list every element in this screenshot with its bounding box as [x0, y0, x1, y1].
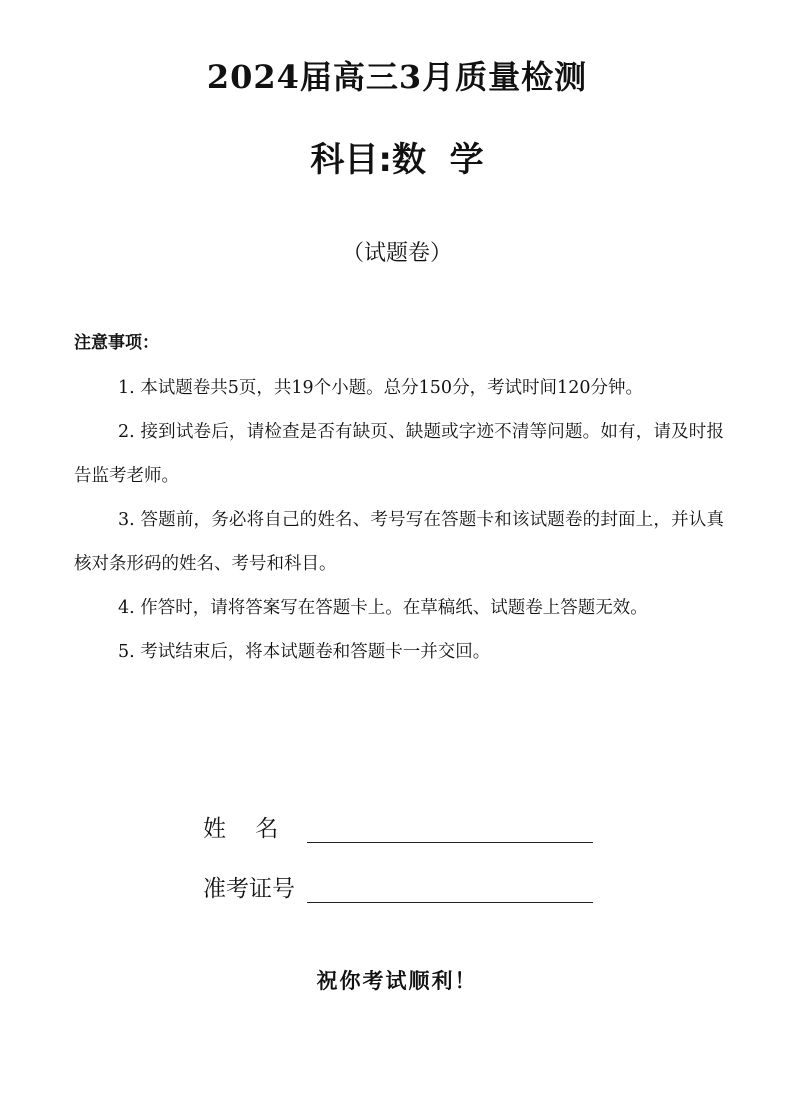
notice-item: 3. 答题前，务必将自己的姓名、考号写在答题卡和该试题卷的封面上，并认真核对条形码的姓名、考号和科目。: [74, 510, 724, 574]
exam-title: 2024届高三3月质量检测: [206, 58, 588, 96]
name-label: 姓 名: [203, 816, 279, 842]
closing-message: 祝你考试顺利！: [316, 969, 478, 993]
notice-list: [74, 366, 724, 674]
ticket-number-label: 准考证号: [203, 876, 295, 902]
notice-item: 2. 接到试卷后，请检查是否有缺页、缺题或字迹不清等问题。如有，请及时报告监考老师。: [74, 422, 724, 486]
name-field-row: [203, 810, 593, 843]
exam-subject: 科目:数 学: [310, 140, 484, 180]
name-blank-line: [307, 814, 593, 843]
notice-item: 1. 本试题卷共5页，共19个小题。总分150分，考试时间120分钟。: [118, 378, 643, 398]
ticket-number-blank-line: [307, 874, 593, 903]
notice-item: 4. 作答时，请将答案写在答题卡上。在草稿纸、试题卷上答题无效。: [118, 598, 648, 618]
notice-item: 5. 考试结束后，将本试题卷和答题卡一并交回。: [118, 642, 491, 662]
notice-heading: 注意事项：: [74, 333, 159, 353]
exam-subtitle: （试题卷）: [341, 241, 452, 266]
ticket-field-row: [203, 870, 593, 903]
